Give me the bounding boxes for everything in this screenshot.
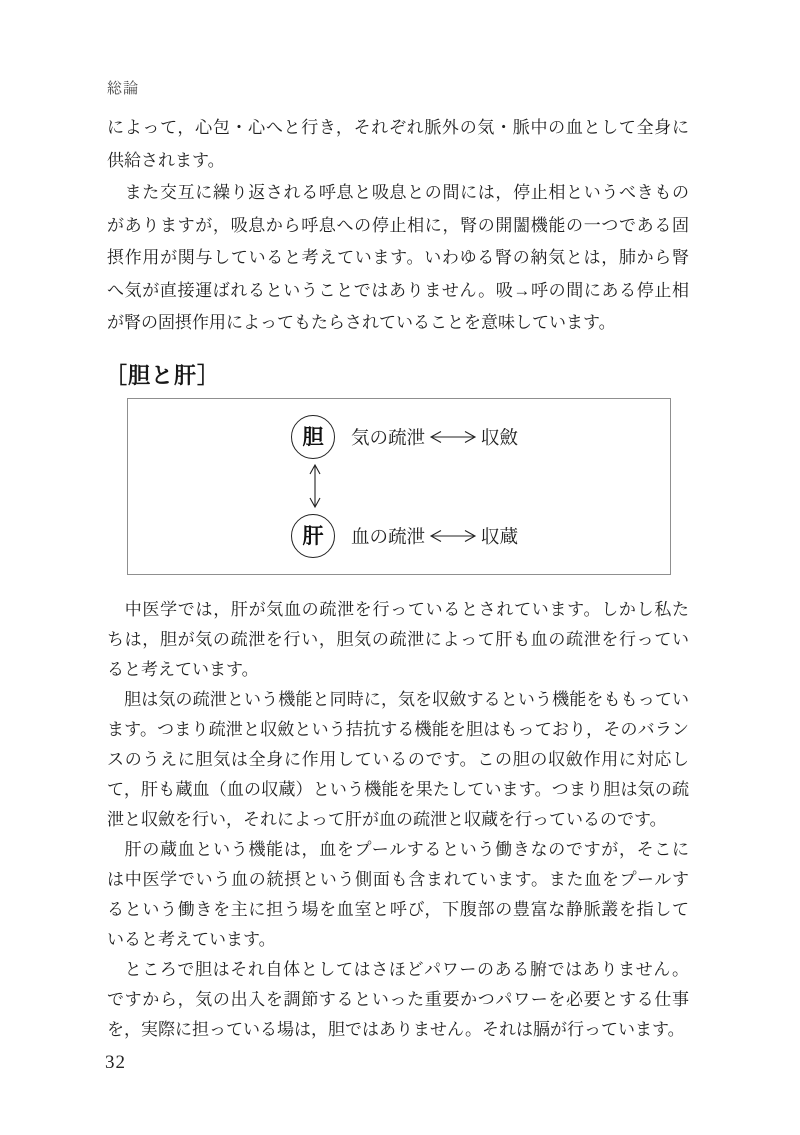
- text-line: がありますが，吸息から呼息への停止相に，腎の開闔機能の一つである固: [107, 215, 689, 235]
- text-line: 泄と収斂を行い，それによって肝が血の疏泄と収蔵を行っているのです。: [107, 810, 667, 829]
- text-line: ます。つまり疏泄と収斂という拮抗する機能を胆はもっており，そのバラン: [107, 720, 689, 739]
- text-line: が腎の固摂作用によってもたらされていることを意味しています。: [107, 313, 616, 332]
- text-line: いると考えています。: [107, 930, 276, 949]
- text-block-bottom: [107, 595, 689, 1045]
- storage-label: 収蔵: [481, 528, 519, 548]
- liver-node-label: 肝: [302, 524, 324, 548]
- text-block-top: [107, 112, 689, 340]
- paragraph-4: [107, 685, 689, 835]
- text-line: を，実際に担っている場は，胆ではありません。それは膈が行っています。: [107, 1020, 685, 1039]
- vertical-double-arrow-icon: [308, 462, 322, 510]
- text-line: 肝の蔵血という機能は，血をプールするという働きなのですが，そこに: [107, 840, 689, 859]
- text-line: スのうえに胆気は全身に作用しているのです。この胆の収斂作用に対応し: [107, 750, 689, 769]
- text-line: ると考えています。: [107, 660, 259, 679]
- running-header: 総論: [107, 80, 140, 97]
- diagram-row-liver: [128, 514, 670, 558]
- paragraph-6: [107, 955, 689, 1045]
- text-line: ちは，胆が気の疏泄を行い，胆気の疏泄によって肝も血の疏泄を行ってい: [107, 630, 689, 649]
- text-line: 供給されます。: [107, 150, 225, 170]
- section-heading: ［胆と肝］: [105, 363, 221, 388]
- text-line: て，肝も蔵血（血の収蔵）という機能を果たしています。つまり胆は気の疏: [107, 780, 689, 799]
- text-line: によって，心包・心へと行き，それぞれ脈外の気・脈中の血として全身に: [107, 118, 689, 137]
- text-line: 胆は気の疏泄という機能と同時に，気を収斂するという機能をももってい: [107, 690, 689, 709]
- paragraph-1: [107, 112, 689, 177]
- text-line: 摂作用が関与していると考えています。いわゆる腎の納気とは，肺から腎: [107, 248, 689, 267]
- paragraph-2: [107, 177, 689, 340]
- horizontal-double-arrow-icon: [428, 430, 478, 444]
- liver-node: [291, 514, 335, 558]
- gallbladder-node-label: 胆: [302, 425, 324, 449]
- text-line: ところで胆はそれ自体としてはさほどパワーのある腑ではありません。: [107, 960, 689, 979]
- text-line: ですから，気の出入を調節するといった重要かつパワーを必要とする仕事: [107, 990, 689, 1009]
- horizontal-double-arrow-icon: [428, 529, 478, 543]
- diagram-box: [127, 398, 671, 575]
- gallbladder-node: [291, 415, 335, 459]
- qi-dispersal-label: 気の疏泄: [351, 429, 426, 449]
- text-line: へ気が直接運ばれるということではありません。吸→呼の間にある停止相: [107, 280, 689, 300]
- paragraph-5: [107, 835, 689, 955]
- paragraph-3: [107, 595, 689, 685]
- text-line: 中医学では，肝が気血の疏泄を行っているとされています。しかし私た: [107, 600, 689, 619]
- blood-dispersal-label: 血の疏泄: [351, 528, 426, 548]
- diagram-row-gallbladder: [128, 415, 670, 459]
- page-number: 32: [105, 1052, 126, 1073]
- text-line: また交互に繰り返される呼息と吸息との間には，停止相というべきもの: [107, 183, 689, 202]
- text-line: は中医学でいう血の統摂という側面も含まれています。また血をプールす: [107, 870, 689, 889]
- text-line: るという働きを主に担う場を血室と呼び，下腹部の豊富な静脈叢を指して: [107, 900, 689, 919]
- astringe-label: 収斂: [481, 429, 519, 449]
